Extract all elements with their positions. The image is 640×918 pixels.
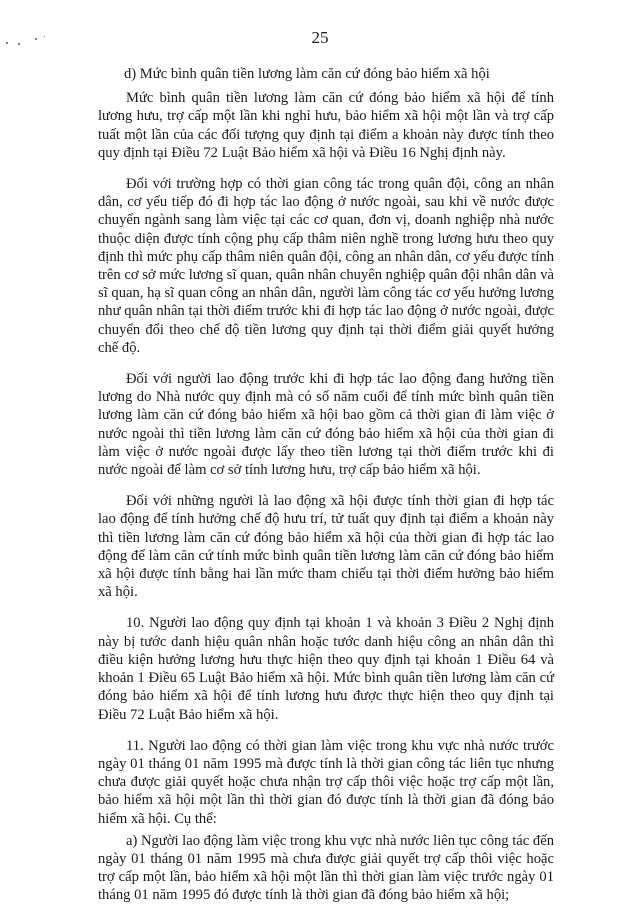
clause-10: 10. Người lao động quy định tại khoản 1 và khoản 3 Điều 2 Nghị định này bị tước danh hiệu quân nhân hoặc tước danh hiệu công an nhân dân thì điều kiện hưởng lương hưu thực hiện theo quy định tại khoản 1 Điều 64 và khoản 1 Điều 65 Luật Bảo hiểm xã hội. Mức bình quân tiền lương làm căn cứ đóng bảo hiểm xã hội để tính lương hưu được thực hiện theo quy định tại Điều 72 Luật Bảo hiểm xã hội.	[98, 615, 554, 723]
clause-11-point-a: a) Người lao động làm việc trong khu vực nhà nước liên tục công tác đến ngày 01 tháng 01 năm 1995 mà chưa được giải quyết trợ cấp thôi việc hoặc trợ cấp một lần, bảo hiểm xã hội một lần thì thời gian làm việc trước ngày 01 tháng 01 năm 1995 đó được tính là thời gian đã đóng bảo hiểm xã hội;	[98, 832, 554, 904]
page-number: 25	[311, 28, 329, 47]
document-body	[98, 62, 554, 918]
section-heading-d: d) Mức bình quân tiền lương làm căn cứ đóng bảo hiểm xã hội	[124, 66, 490, 82]
paragraph: Đối với người lao động trước khi đi hợp tác lao động đang hưởng tiền lương do Nhà nước quy định mà có số năm cuối để tính mức bình quân tiền lương làm căn cứ đóng bảo hiểm xã hội bao gồm cả thời gian đi làm việc ở nước ngoài thì tiền lương làm căn cứ đóng bảo hiểm xã hội của thời gian đi làm việc ở nước ngoài được lấy theo tiền lương tại thời điểm trước khi đi nước ngoài để làm cơ sở tính lương hưu, trợ cấp bảo hiểm xã hội.	[98, 371, 554, 479]
clause-11: 11. Người lao động có thời gian làm việc trong khu vực nhà nước trước ngày 01 tháng 01 năm 1995 mà được tính là thời gian công tác liên tục nhưng chưa được giải quyết hoặc chưa nhận trợ cấp thôi việc hoặc trợ cấp một lần, bảo hiểm xã hội một lần thì thời gian đó được tính là thời gian đã đóng bảo hiểm xã hội. Cụ thể:	[98, 737, 554, 827]
paragraph: Đối với trường hợp có thời gian công tác trong quân đội, công an nhân dân, cơ yếu tiếp đó đi hợp tác lao động ở nước ngoài, sau khi về nước được chuyển ngành sang làm việc tại các cơ quan, đơn vị, doanh nghiệp nhà nước thuộc diện được tính cộng phụ cấp thâm niên nghề trong lương hưu theo quy định thì mức phụ cấp thâm niên quân đội, công an nhân dân, cơ yếu được tính trên cơ sở mức lương sĩ quan, quân nhân chuyên nghiệp quân đội nhân dân và sĩ quan, hạ sĩ quan công an nhân dân, người làm công tác cơ yếu hưởng lương như quân nhân tại thời điểm trước khi đi hợp tác lao động ở nước ngoài, được chuyển đổi theo chế độ tiền lương quy định tại thời điểm giải quyết hưởng chế độ.	[98, 176, 554, 356]
paragraph: Mức bình quân tiền lương làm căn cứ đóng bảo hiểm xã hội để tính lương hưu, trợ cấp một lần khi nghỉ hưu, bảo hiểm xã hội một lần và trợ cấp tuất một lần của các đối tượng quy định tại điểm a khoản này được tính theo quy định tại Điều 72 Luật Bảo hiểm xã hội và Điều 16 Nghị định này.	[98, 90, 554, 161]
paragraph: Đối với những người là lao động xã hội được tính thời gian đi hợp tác lao động để tính hưởng chế độ hưu trí, tử tuất quy định tại điểm a khoản này thì tiền lương làm căn cứ đóng bảo hiểm xã hội của thời gian đi hợp tác lao động để làm căn cứ tính mức bình quân tiền lương làm căn cứ đóng bảo hiểm xã hội được tính bằng hai lần mức tham chiếu tại thời điểm hưởng bảo hiểm xã hội.	[98, 493, 554, 601]
